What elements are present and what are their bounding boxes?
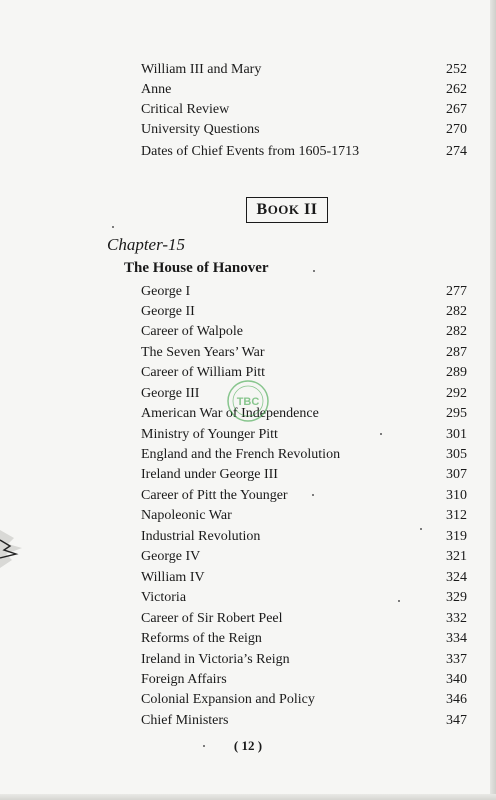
entry-page: 334	[446, 631, 467, 646]
toc-entry	[141, 120, 467, 140]
entry-page: 277	[446, 284, 467, 299]
toc-entry	[141, 588, 467, 608]
toc-entry	[141, 343, 467, 363]
entry-title: Critical Review	[141, 102, 230, 117]
entry-title: England and the French Revolution	[141, 447, 341, 462]
toc-entry	[141, 363, 467, 383]
entry-page: 287	[446, 345, 467, 360]
toc-entry	[141, 629, 467, 649]
entry-page: 252	[446, 62, 467, 77]
entry-page: 267	[446, 102, 467, 117]
entry-title: University Questions	[141, 122, 260, 137]
print-speck	[312, 494, 314, 496]
entry-page: 332	[446, 611, 467, 626]
chapter-label: Chapter-15	[107, 235, 186, 254]
entry-page: 289	[446, 365, 467, 380]
entry-page: 310	[446, 488, 467, 503]
entry-title: Ireland under George III	[141, 467, 278, 482]
toc-entry	[141, 547, 467, 567]
toc-entry	[141, 425, 467, 445]
toc-entry	[141, 404, 467, 424]
entry-page: 324	[446, 570, 467, 585]
page-edge-bottom	[0, 794, 496, 800]
page-number: ( 12 )	[233, 738, 263, 753]
toc-entry	[141, 670, 467, 690]
print-speck	[112, 226, 114, 228]
entry-page: 307	[446, 467, 467, 482]
entry-page: 295	[446, 406, 467, 421]
entry-page: 274	[446, 144, 467, 159]
entry-title: George IV	[141, 549, 201, 564]
entry-page: 346	[446, 692, 467, 707]
print-speck	[398, 600, 400, 602]
entry-title: Career of Pitt the Younger	[141, 488, 288, 503]
entry-title: The Seven Years’ War	[141, 345, 265, 360]
entry-page: 292	[446, 386, 467, 401]
entry-page: 347	[446, 713, 467, 728]
entry-title: Career of Walpole	[141, 324, 244, 339]
toc-entry	[141, 384, 467, 404]
entry-title: Industrial Revolution	[141, 529, 261, 544]
entry-title: Ministry of Younger Pitt	[141, 427, 278, 442]
page-edge-right	[490, 0, 496, 800]
book-heading	[246, 197, 328, 223]
entry-title: Reforms of the Reign	[141, 631, 262, 646]
entry-title: Anne	[141, 82, 172, 97]
toc-entry	[141, 465, 467, 485]
book-heading-initial: B	[256, 201, 268, 218]
entry-title: Foreign Affairs	[141, 672, 227, 687]
entry-title: Chief Ministers	[141, 713, 229, 728]
entry-title: Victoria	[141, 590, 187, 605]
entry-page: 305	[446, 447, 467, 462]
print-speck	[420, 528, 422, 530]
torn-edge-mark	[0, 520, 40, 580]
print-speck	[313, 270, 315, 272]
entry-title: Career of Sir Robert Peel	[141, 611, 283, 626]
tbc-watermark-logo	[225, 378, 271, 424]
toc-entry	[141, 100, 467, 120]
toc-entry	[141, 80, 467, 100]
entry-title: George I	[141, 284, 191, 299]
toc-entry	[141, 142, 467, 162]
toc-entry	[141, 568, 467, 588]
entry-page: 329	[446, 590, 467, 605]
entry-title: William III and Mary	[141, 62, 262, 77]
entry-page: 301	[446, 427, 467, 442]
entry-page: 319	[446, 529, 467, 544]
toc-entry	[141, 486, 467, 506]
toc-entry	[141, 609, 467, 629]
entry-page: 340	[446, 672, 467, 687]
entry-page: 321	[446, 549, 467, 564]
entry-page: 282	[446, 324, 467, 339]
entry-title: William IV	[141, 570, 205, 585]
entry-page: 282	[446, 304, 467, 319]
toc-entry	[141, 282, 467, 302]
toc-entry	[141, 711, 467, 731]
entry-title: American War of Independence	[141, 406, 319, 421]
toc-entry	[141, 60, 467, 80]
print-speck	[380, 433, 382, 435]
section-title: The House of Hanover	[124, 260, 269, 276]
entry-page: 312	[446, 508, 467, 523]
entry-title: George II	[141, 304, 195, 319]
entry-page: 337	[446, 652, 467, 667]
toc-entry	[141, 650, 467, 670]
print-speck	[203, 745, 205, 747]
toc-entry	[141, 506, 467, 526]
toc-entry	[141, 527, 467, 547]
entry-title: Colonial Expansion and Policy	[141, 692, 315, 707]
toc-entry	[141, 322, 467, 342]
entry-title: Napoleonic War	[141, 508, 232, 523]
book-heading-smallcaps: OOK	[267, 202, 300, 217]
entry-title: Career of William Pitt	[141, 365, 265, 380]
toc-entry	[141, 302, 467, 322]
toc-entry	[141, 690, 467, 710]
book-heading-numeral: II	[304, 201, 318, 218]
entry-page: 270	[446, 122, 467, 137]
toc-entry	[141, 445, 467, 465]
svg-text:TBC: TBC	[236, 396, 260, 408]
entry-title: Ireland in Victoria’s Reign	[141, 652, 290, 667]
entry-title: George III	[141, 386, 200, 401]
entry-page: 262	[446, 82, 467, 97]
entry-title: Dates of Chief Events from 1605-1713	[141, 144, 360, 159]
